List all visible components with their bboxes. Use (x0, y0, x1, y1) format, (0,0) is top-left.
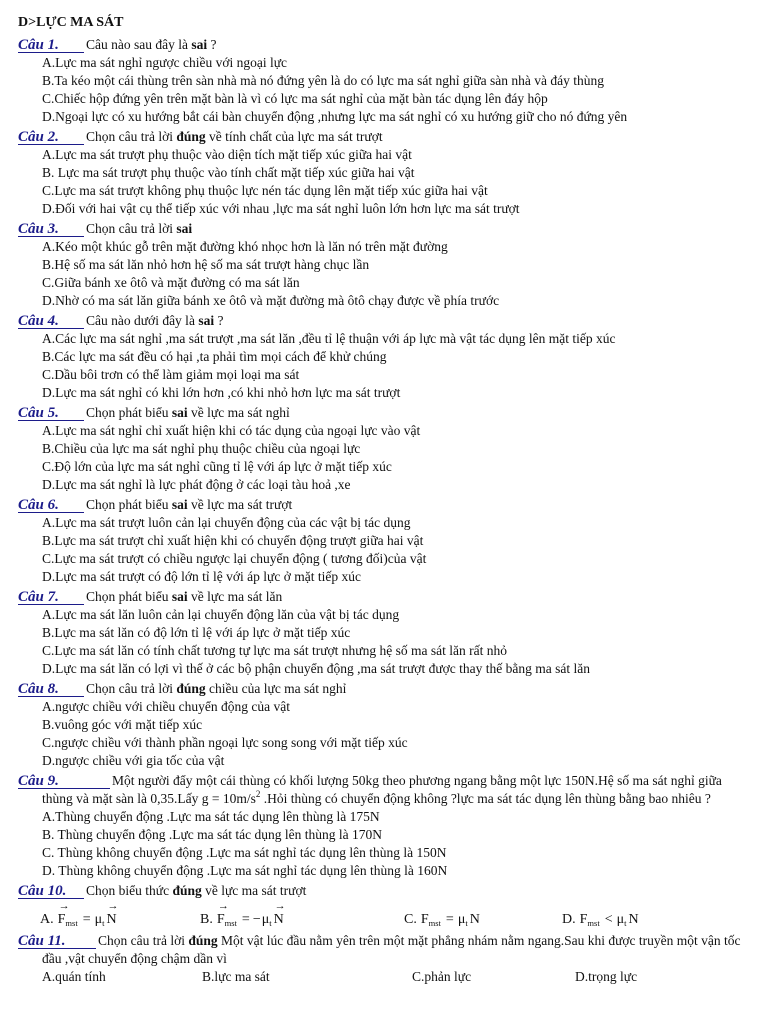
stem-text: Câu nào sau đây là (86, 37, 192, 52)
answer-option: D.Đối với hai vật cụ thể tiếp xúc với nhau ,lực ma sát nghỉ luôn lớn hơn lực ma sát trượt (42, 201, 520, 216)
stem-text: Chọn câu trả lời (86, 681, 177, 696)
stem-keyword: sai (176, 221, 193, 236)
formula-options-row (18, 900, 750, 930)
answer-option: D.Lực ma sát nghỉ là lực phát động ở các loại tàu hoả ,xe (42, 477, 351, 492)
force-subscript: mst (428, 918, 441, 928)
minus-sign: − (252, 912, 261, 927)
stem-keyword: sai (171, 405, 188, 420)
answer-option: C.Chiếc hộp đứng yên trên mặt bàn là vì có lực ma sát nghỉ của mặt bàn tác dụng lên đáy hộp (42, 91, 548, 106)
stem-text-after: về lực ma sát nghỉ (187, 405, 290, 420)
question-stem (18, 220, 750, 238)
stem-text-after: về lực ma sát lăn (187, 589, 283, 604)
relation-symbol: = (241, 912, 250, 927)
question-list (18, 34, 750, 986)
stem-text: Chọn câu trả lời (98, 933, 189, 948)
answer-option: B.vuông góc với mặt tiếp xúc (42, 717, 203, 732)
force-subscript: mst (224, 918, 237, 928)
force-vector: F → (58, 910, 66, 930)
mu-subscript: t (465, 918, 468, 928)
answer-option: A.Các lực ma sát nghỉ ,ma sát trượt ,ma sát lăn ,đều tỉ lệ thuận với áp lực mà vật tác dụng lên mặt tiếp xúc (42, 331, 616, 346)
stem-text-after: về tính chất của lực ma sát trượt (205, 129, 383, 144)
question-stem (18, 932, 750, 968)
question-block (18, 404, 750, 494)
force-vector: F → (217, 910, 225, 930)
question-label: Câu 3. (18, 222, 84, 237)
answer-option: C.Lực ma sát trượt không phụ thuộc lực nén tác dụng lên mặt tiếp xúc giữa hai vật (42, 183, 488, 198)
answer-option: A.quán tính (42, 969, 106, 984)
answer-option: A.Lực ma sát nghỉ ngược chiều với ngoại lực (42, 55, 288, 70)
answer-option: B.Chiều của lực ma sát nghỉ phụ thuộc chiều của ngoại lực (42, 441, 361, 456)
force-symbol: F (579, 912, 588, 927)
answer-option: B. Thùng chuyển động .Lực ma sát tác dụng lên thùng là 170N (42, 827, 383, 842)
answer-option: A.Kéo một khúc gỗ trên mặt đường khó nhọc hơn là lăn nó trên mặt đường (42, 239, 448, 254)
question-block (18, 312, 750, 402)
answer-option: B.lực ma sát (202, 969, 270, 984)
question-stem (18, 404, 750, 422)
relation-symbol: = (82, 912, 91, 927)
mu-symbol: μ (94, 912, 103, 927)
answer-option: D.Lực ma sát lăn có lợi vì thế ở các bộ phận chuyển động ,ma sát trượt được thay thế bằng ma sát lăn (42, 661, 590, 676)
question-stem (18, 312, 750, 330)
mu-subscript: t (102, 918, 105, 928)
answer-option: C.Độ lớn của lực ma sát nghỉ cũng tỉ lệ với áp lực ở mặt tiếp xúc (42, 459, 392, 474)
answer-option: D. Thùng không chuyển động .Lực ma sát nghỉ tác dụng lên thùng là 160N (42, 863, 448, 878)
force-symbol: F (420, 912, 429, 927)
mu-subscript: t (624, 918, 627, 928)
formula-option (404, 910, 562, 930)
question-label: Câu 11. (18, 934, 96, 949)
question-label: Câu 7. (18, 590, 84, 605)
answer-option: C.Dầu bôi trơn có thể làm giảm mọi loại ma sát (42, 367, 300, 382)
question-block (18, 220, 750, 310)
mu-symbol: μ (616, 912, 625, 927)
answer-option: A.ngược chiều với chiều chuyển động của vật (42, 699, 291, 714)
question-block (18, 680, 750, 770)
stem-text: Một người đẩy một cái thùng có khối lượng 50kg theo phương ngang bằng một lực 150N.Hệ số ma sát nghỉ giữa thùng và mặt sàn là 0,35.Lấy g = 10m/s (42, 773, 722, 806)
answer-option: D.Lực ma sát trượt có độ lớn tỉ lệ với áp lực ở mặt tiếp xúc (42, 569, 361, 584)
answer-option: C.Lực ma sát lăn có tính chất tương tự lực ma sát trượt nhưng hệ số ma sát lăn rất nhỏ (42, 643, 507, 658)
question-block (18, 36, 750, 126)
option-letter: D. (562, 912, 576, 927)
option-letter: C. (404, 912, 417, 927)
answer-option: A.Thùng chuyển động .Lực ma sát tác dụng lên thùng là 175N (42, 809, 380, 824)
stem-text-after: ? (207, 37, 217, 52)
normal-force-vector: N → (107, 910, 117, 930)
question-stem (18, 882, 750, 900)
stem-text: Chọn phát biểu (86, 405, 172, 420)
question-stem (18, 36, 750, 54)
section-title: D>LỰC MA SÁT (18, 15, 124, 30)
answer-option: C. Thùng không chuyển động .Lực ma sát nghỉ tác dụng lên thùng là 150N (42, 845, 447, 860)
relation-symbol: = (445, 912, 454, 927)
stem-keyword: sai (191, 37, 208, 52)
question-label: Câu 6. (18, 498, 84, 513)
stem-text-after: về lực ma sát trượt (201, 883, 307, 898)
question-block (18, 496, 750, 586)
answer-option: A.Lực ma sát trượt phụ thuộc vào diện tích mặt tiếp xúc giữa hai vật (42, 147, 412, 162)
answer-option: C.ngược chiều với thành phần ngoại lực song song với mặt tiếp xúc (42, 735, 408, 750)
stem-text-after: về lực ma sát trượt (187, 497, 293, 512)
stem-text: Chọn phát biểu (86, 589, 172, 604)
stem-text-after: ? (214, 313, 224, 328)
answer-option: C.phản lực (412, 969, 472, 984)
stem-keyword: đúng (172, 883, 202, 898)
mu-subscript: t (269, 918, 272, 928)
question-block (18, 932, 750, 986)
formula-option (200, 910, 404, 930)
question-label: Câu 2. (18, 130, 84, 145)
question-stem (18, 680, 750, 698)
stem-exponent: 2 (255, 789, 261, 799)
question-label: Câu 5. (18, 406, 84, 421)
formula-option (562, 910, 639, 930)
stem-text: Chọn phát biểu (86, 497, 172, 512)
answer-option: C.Giữa bánh xe ôtô và mặt đường có ma sát lăn (42, 275, 300, 290)
question-block (18, 588, 750, 678)
normal-force-symbol: N (628, 912, 639, 927)
stem-text-after: chiều của lực ma sát nghỉ (205, 681, 347, 696)
inline-options-row (18, 968, 750, 986)
answer-option: A.Lực ma sát nghỉ chỉ xuất hiện khi có tác dụng của ngoại lực vào vật (42, 423, 421, 438)
stem-text-after: Một vật lúc đầu nằm yên trên một mặt phẳng nhám nằm ngang.Sau khi được truyền một vận tốc đầu ,vật chuyển động chậm dần vì (42, 933, 741, 966)
normal-force-vector: N → (274, 910, 284, 930)
answer-option: C.Lực ma sát trượt có chiều ngược lại chuyển động ( tương đối)của vật (42, 551, 427, 566)
stem-keyword: đúng (188, 933, 218, 948)
answer-option: D.Nhờ có ma sát lăn giữa bánh xe ôtô và mặt đường mà ôtô chạy được về phía trước (42, 293, 500, 308)
answer-option: D.trọng lực (575, 969, 638, 984)
option-letter: A. (40, 912, 54, 927)
stem-text: Chọn câu trả lời (86, 221, 177, 236)
normal-force-symbol: N (469, 912, 480, 927)
question-block (18, 772, 750, 880)
answer-option: D.Lực ma sát nghỉ có khi lớn hơn ,có khi nhỏ hơn lực ma sát trượt (42, 385, 401, 400)
force-subscript: mst (587, 918, 600, 928)
mu-symbol: μ (261, 912, 270, 927)
question-label: Câu 9. (18, 774, 110, 789)
option-letter: B. (200, 912, 213, 927)
question-stem (18, 588, 750, 606)
question-label: Câu 8. (18, 682, 84, 697)
question-stem (18, 128, 750, 146)
stem-keyword: sai (198, 313, 215, 328)
question-stem (18, 772, 750, 808)
answer-option: B.Lực ma sát trượt chỉ xuất hiện khi có chuyển động trượt giữa hai vật (42, 533, 424, 548)
stem-keyword: đúng (176, 129, 206, 144)
answer-option: D.Ngoại lực có xu hướng bắt cái bàn chuyển động ,nhưng lực ma sát nghỉ có xu hướng giữ cho nó đứng yên (42, 109, 628, 124)
formula-option (40, 910, 200, 930)
stem-text: Chọn câu trả lời (86, 129, 177, 144)
stem-text-after: .Hỏi thùng có chuyển động không ?lực ma sát tác dụng lên thùng bằng bao nhiêu ? (260, 791, 711, 806)
question-label: Câu 1. (18, 38, 84, 53)
stem-keyword: sai (171, 497, 188, 512)
question-block (18, 882, 750, 930)
question-label: Câu 10. (18, 884, 84, 899)
answer-option: A.Lực ma sát lăn luôn cản lại chuyển động lăn của vật bị tác dụng (42, 607, 400, 622)
relation-symbol: < (604, 912, 613, 927)
answer-option: A.Lực ma sát trượt luôn cản lại chuyển động của các vật bị tác dụng (42, 515, 411, 530)
stem-keyword: sai (171, 589, 188, 604)
stem-keyword: đúng (176, 681, 206, 696)
question-block (18, 128, 750, 218)
question-label: Câu 4. (18, 314, 84, 329)
answer-option: D.ngược chiều với gia tốc của vật (42, 753, 225, 768)
answer-option: B. Lực ma sát trượt phụ thuộc vào tính chất mặt tiếp xúc giữa hai vật (42, 165, 415, 180)
stem-text: Chọn biểu thức (86, 883, 173, 898)
mu-symbol: μ (457, 912, 466, 927)
force-subscript: mst (65, 918, 78, 928)
answer-option: B.Các lực ma sát đều có hại ,ta phải tìm mọi cách để khử chúng (42, 349, 387, 364)
question-stem (18, 496, 750, 514)
answer-option: B.Lực ma sát lăn có độ lớn tỉ lệ với áp lực ở mặt tiếp xúc (42, 625, 351, 640)
stem-text: Câu nào dưới đây là (86, 313, 199, 328)
answer-option: B.Ta kéo một cái thùng trên sàn nhà mà nó đứng yên là do có lực ma sát nghỉ giữa sàn nhà và đáy thùng (42, 73, 604, 88)
answer-option: B.Hệ số ma sát lăn nhỏ hơn hệ số ma sát trượt hàng chục lần (42, 257, 370, 272)
